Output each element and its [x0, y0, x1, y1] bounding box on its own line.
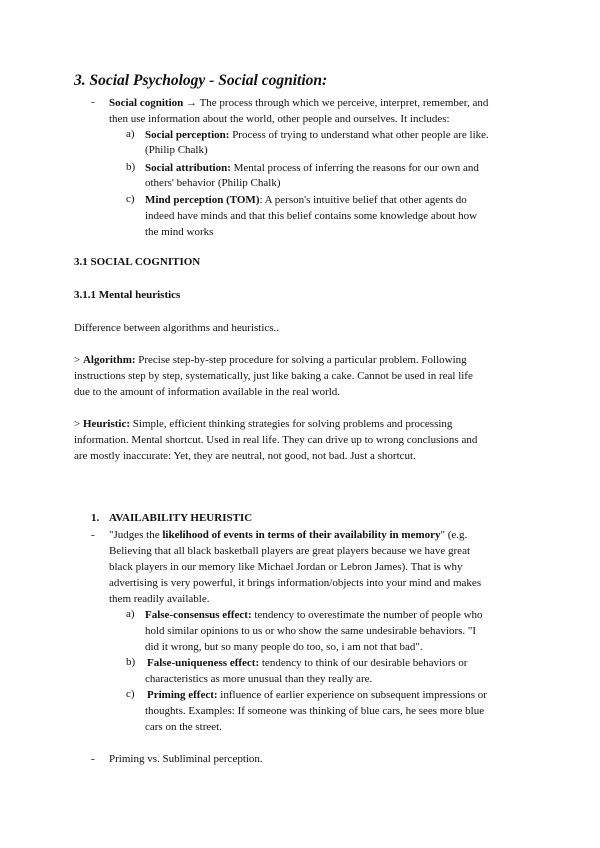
paragraph-line: Believing that all black basketball players are great players because we have great: [109, 545, 471, 557]
item-text: tendency to overestimate the number of people who: [251, 609, 483, 621]
availability-quote: [109, 527, 559, 543]
item-text-line: others' behavior (Philip Chalk): [145, 177, 281, 189]
paragraph-line: information. Mental shortcut. Used in real life. They can drive up to wrong conclusions and: [74, 434, 478, 446]
item-term: Priming effect:: [147, 689, 218, 701]
page-title: 3. Social Psychology - Social cognition:: [74, 72, 328, 89]
bullet-dash: -: [91, 96, 95, 108]
section-heading: 3.1 SOCIAL COGNITION: [74, 256, 201, 268]
item-term: False-uniqueness effect:: [147, 657, 260, 669]
algorithm-term: Algorithm:: [82, 354, 136, 366]
item-term: False-consensus effect:: [145, 609, 252, 621]
item-text: : A person's intuitive belief that other agents do: [259, 194, 467, 206]
item-text: influence of earlier experience on subsequent impressions or: [217, 689, 487, 701]
paragraph-line: instructions step by step, systematically, just like baking a cake. Cannot be used in real life: [74, 370, 473, 382]
paragraph-line: are mostly inaccurate: Yet, they are neutral, not good, not bad. Just a shortcut.: [74, 450, 416, 462]
list-marker: b): [126, 161, 136, 173]
list-marker: b): [126, 656, 136, 668]
item-term: Mind perception (TOM): [145, 194, 260, 206]
heuristic-paragraph: [74, 416, 544, 432]
subsection-heading: 3.1.1 Mental heuristics: [74, 289, 181, 301]
list-item: [145, 160, 565, 176]
final-line: Priming vs. Subliminal perception.: [109, 753, 263, 765]
intro-term: Social cognition: [109, 97, 184, 109]
paragraph: Difference between algorithms and heuristics..: [74, 322, 280, 334]
item-text-line: characteristics as more unusual than they really are.: [145, 673, 373, 685]
item-text-line: thoughts. Examples: If someone was thinking of blue cars, he sees more blue: [145, 705, 485, 717]
item-text: tendency to think of our desirable behaviors or: [259, 657, 468, 669]
paragraph-line: due to the amount of information available in the real world.: [74, 386, 341, 398]
algorithm-paragraph: [74, 352, 544, 368]
item-text: Mental process of inferring the reasons for our own and: [230, 162, 479, 174]
prefix: >: [74, 354, 83, 366]
item-text: Process of trying to understand what other people are like.: [229, 129, 489, 141]
heuristic-term: Heuristic:: [82, 418, 131, 430]
item-text-line: the mind works: [145, 226, 214, 238]
paragraph-text: Precise step-by-step procedure for solving a particular problem. Following: [135, 354, 467, 366]
bullet-dash: -: [91, 753, 95, 765]
list-marker: c): [126, 688, 135, 700]
paragraph-line: black players in our memory like Michael Jordan or Lebron James). That is why: [109, 561, 463, 573]
paragraph-line: them readily available.: [109, 593, 210, 605]
item-text-line: (Philip Chalk): [145, 144, 208, 156]
quote-bold: likelihood of events in terms of their availability in memory: [162, 529, 441, 541]
list-item: [145, 607, 565, 623]
item-term: Social attribution:: [145, 162, 231, 174]
list-item: [145, 192, 565, 208]
intro-line-1: [109, 95, 549, 111]
item-text-line: cars on the street.: [145, 721, 222, 733]
availability-heading: AVAILABILITY HEURISTIC: [109, 512, 253, 524]
list-number: 1.: [91, 512, 100, 524]
list-marker: c): [126, 193, 135, 205]
quote-text: "Judges the: [109, 529, 163, 541]
intro-line-2: then use information about the world, other people and ourselves. It includes:: [109, 113, 450, 125]
list-marker: a): [126, 608, 135, 620]
paragraph-line: advertising is very powerful, it brings information/objects into your mind and makes: [109, 577, 482, 589]
list-item: [145, 127, 565, 143]
quote-text: " (e.g.: [440, 529, 468, 541]
item-text-line: did it wrong, but so many people do too, so, i am not that bad".: [145, 641, 423, 653]
item-term: Social perception:: [145, 129, 230, 141]
prefix: >: [74, 418, 83, 430]
list-marker: a): [126, 128, 135, 140]
item-text-line: indeed have minds and that this belief contains some knowledge about how: [145, 210, 478, 222]
list-item: [147, 687, 567, 703]
item-text-line: hold similar opinions to us or who show the same undesirable behaviors. "I: [145, 625, 477, 637]
intro-definition: → The process through which we perceive, interpret, remember, and: [183, 97, 489, 109]
bullet-dash: -: [91, 529, 95, 541]
paragraph-text: Simple, efficient thinking strategies for solving problems and processing: [130, 418, 453, 430]
list-item: [147, 655, 567, 671]
